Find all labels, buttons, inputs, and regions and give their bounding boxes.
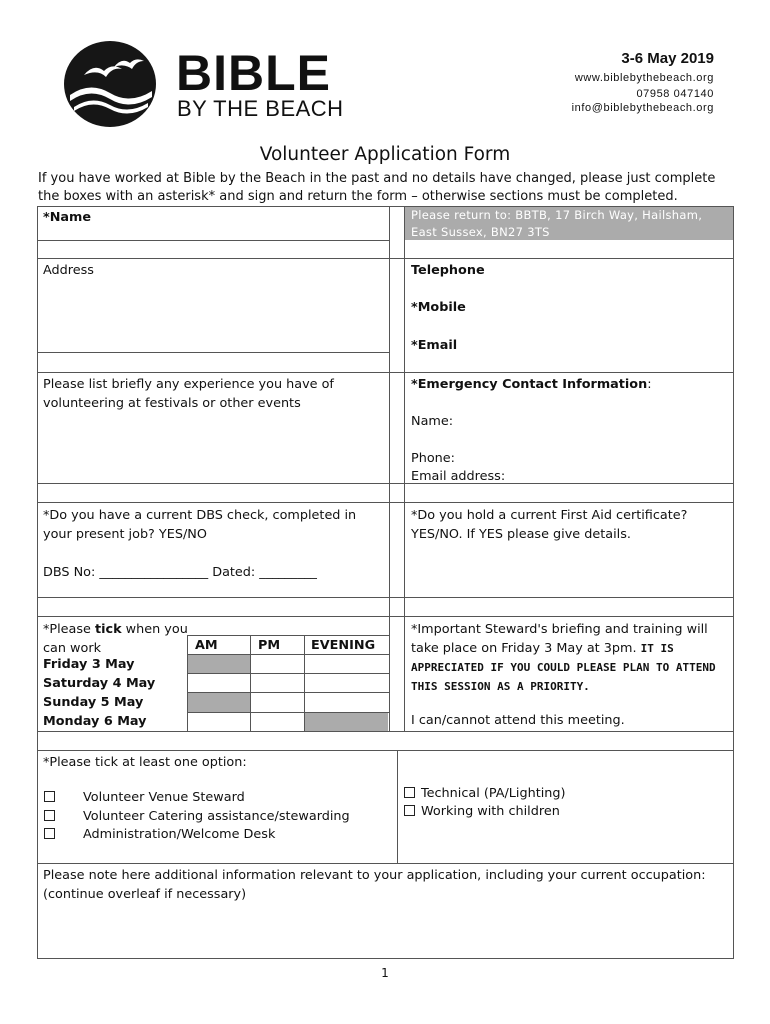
website-link[interactable]: www.biblebythebeach.org bbox=[574, 72, 714, 84]
briefing-notice bbox=[406, 617, 732, 696]
checkbox-icon[interactable] bbox=[44, 791, 55, 802]
saturday-am-cell[interactable] bbox=[188, 674, 250, 692]
emergency-contact-colon: : bbox=[647, 377, 652, 392]
mobile-label: *Mobile bbox=[411, 300, 466, 315]
experience-label: Please list briefly any experience you have of volunteering at festivals or other events bbox=[43, 377, 334, 411]
checkbox-icon[interactable] bbox=[404, 787, 415, 798]
friday-evening-cell[interactable] bbox=[305, 655, 388, 673]
option-venue-steward[interactable] bbox=[44, 788, 245, 807]
option-technical[interactable] bbox=[404, 784, 566, 803]
option-children[interactable] bbox=[404, 802, 560, 821]
event-dates: 3-6 May 2019 bbox=[621, 50, 714, 67]
return-spacer bbox=[405, 241, 733, 257]
availability-intro bbox=[38, 617, 188, 658]
seagull-wave-icon bbox=[64, 41, 156, 127]
address-label: Address bbox=[43, 263, 94, 278]
address-input[interactable] bbox=[40, 280, 388, 350]
experience-input[interactable] bbox=[40, 415, 388, 481]
column-evening: EVENING bbox=[311, 638, 376, 653]
monday-am-cell[interactable] bbox=[188, 713, 250, 731]
sunday-pm-cell[interactable] bbox=[251, 693, 304, 712]
column-am: AM bbox=[195, 638, 218, 653]
dbs-question: *Do you have a current DBS check, completed in your present job? YES/NO bbox=[43, 508, 357, 542]
saturday-pm-cell[interactable] bbox=[251, 674, 304, 692]
contact-phone: 07958 047140 bbox=[636, 88, 714, 100]
option-catering-label: Volunteer Catering assistance/stewarding bbox=[83, 809, 350, 824]
sunday-am-cell bbox=[188, 693, 250, 712]
intro-text: If you have worked at Bible by the Beach in the past and no details have changed, please just complete the boxes with an asterisk* and sign and return the form – otherwise sections must be completed. bbox=[38, 171, 716, 204]
friday-am-cell bbox=[188, 655, 250, 673]
logo-title: BIBLE bbox=[176, 45, 331, 101]
day-sunday: Sunday 5 May bbox=[43, 695, 144, 710]
page-title: Volunteer Application Form bbox=[259, 144, 511, 165]
name-input[interactable] bbox=[40, 222, 388, 239]
briefing-priority-text: IT IS APPRECIATED IF YOU COULD PLEASE PLAN TO ATTEND THIS SESSION AS A PRIORITY. bbox=[411, 642, 716, 693]
option-administration-label: Administration/Welcome Desk bbox=[83, 827, 276, 842]
sunday-evening-cell[interactable] bbox=[305, 693, 388, 712]
emergency-contact-heading bbox=[406, 372, 731, 394]
availability-tick-word: tick bbox=[95, 622, 122, 637]
saturday-evening-cell[interactable] bbox=[305, 674, 388, 692]
logo-subtitle: BY THE BEACH bbox=[177, 96, 344, 121]
first-aid-question: *Do you hold a current First Aid certificate? YES/NO. If YES please give details. bbox=[411, 508, 688, 542]
additional-info-label: Please note here additional information relevant to your application, including your current occupation: (continue overleaf if necessary) bbox=[43, 868, 706, 902]
column-pm: PM bbox=[258, 638, 281, 653]
availability-intro-start: *Please bbox=[43, 622, 95, 637]
option-administration[interactable] bbox=[44, 825, 275, 844]
option-technical-label: Technical (PA/Lighting) bbox=[421, 786, 566, 801]
option-venue-steward-label: Volunteer Venue Steward bbox=[83, 790, 245, 805]
availability-intro-end: when you can work bbox=[43, 622, 188, 656]
name-label: *Name bbox=[43, 210, 92, 225]
emergency-contact-label: *Emergency Contact Information bbox=[411, 377, 648, 392]
monday-pm-cell[interactable] bbox=[251, 713, 304, 731]
telephone-label: Telephone bbox=[411, 263, 485, 278]
contact-email[interactable]: info@biblebythebeach.org bbox=[571, 102, 714, 114]
option-children-label: Working with children bbox=[421, 804, 560, 819]
checkbox-icon[interactable] bbox=[404, 805, 415, 816]
emergency-phone-label: Phone: bbox=[411, 451, 455, 466]
checkbox-icon[interactable] bbox=[44, 810, 55, 821]
friday-pm-cell[interactable] bbox=[251, 655, 304, 673]
day-friday: Friday 3 May bbox=[43, 657, 135, 672]
checkbox-icon[interactable] bbox=[44, 828, 55, 839]
dbs-number-line[interactable]: DBS No: _________________ Dated: _________ bbox=[43, 565, 317, 580]
day-saturday: Saturday 4 May bbox=[43, 676, 156, 691]
option-catering[interactable] bbox=[44, 807, 350, 826]
additional-info-input[interactable] bbox=[40, 905, 732, 957]
briefing-text: *Important Steward's briefing and training will take place on Friday 3 May at 3pm. bbox=[411, 622, 708, 656]
options-label: *Please tick at least one option: bbox=[43, 755, 247, 770]
day-monday: Monday 6 May bbox=[43, 714, 147, 729]
email-label: *Email bbox=[411, 338, 458, 353]
page-number: 1 bbox=[381, 966, 389, 980]
monday-evening-cell bbox=[305, 713, 388, 731]
logo-emblem bbox=[64, 41, 156, 127]
emergency-name-label: Name: bbox=[411, 414, 454, 429]
return-address: Please return to: BBTB, 17 Birch Way, Hailsham, East Sussex, BN27 3TS bbox=[411, 208, 703, 239]
emergency-email-label: Email address: bbox=[411, 469, 506, 484]
briefing-attend-line[interactable]: I can/cannot attend this meeting. bbox=[411, 713, 625, 728]
